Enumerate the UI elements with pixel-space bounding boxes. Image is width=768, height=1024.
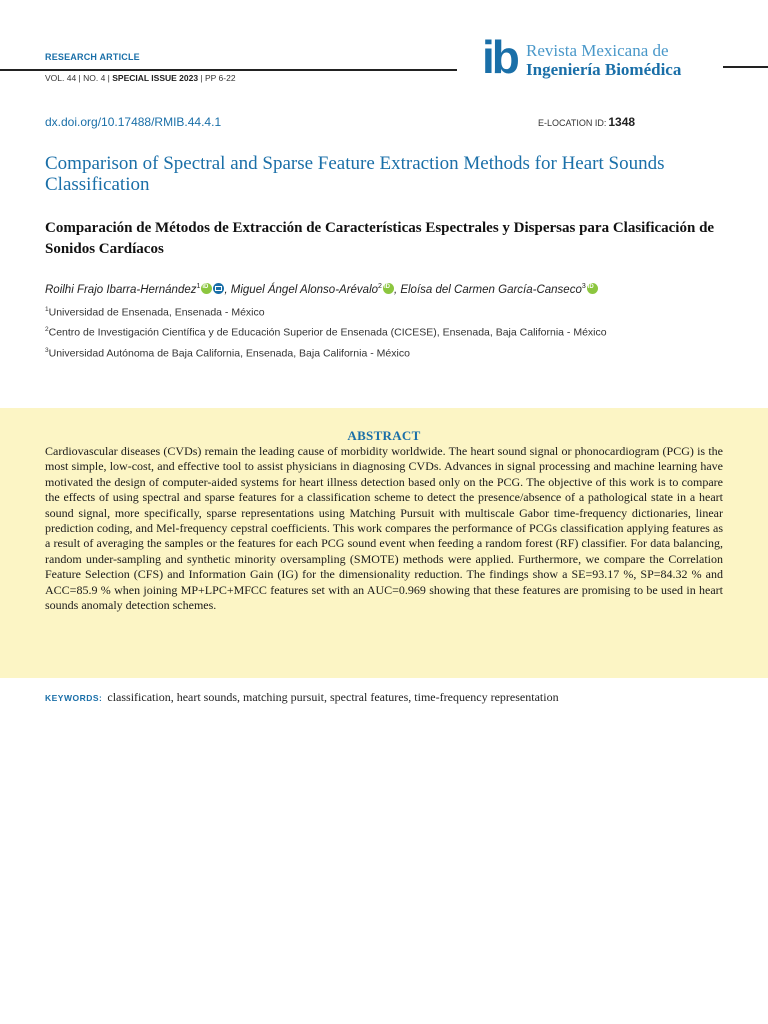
orcid-icon[interactable] xyxy=(383,283,394,294)
affiliation-number: 1 xyxy=(45,306,49,313)
orcid-icon[interactable] xyxy=(587,283,598,294)
author-name: Roilhi Frajo Ibarra-Hernández xyxy=(45,284,197,296)
title-english: Comparison of Spectral and Sparse Feature Extraction Methods for Heart Sounds Classification xyxy=(45,153,665,195)
affiliation-text: Universidad de Ensenada, Ensenada - México xyxy=(48,306,265,319)
volume-number: VOL. 44 | NO. 4 | xyxy=(45,73,113,83)
title-spanish: Comparación de Métodos de Extracción de Características Espectrales y Dispersas para Clasificación de Sonidos Cardíacos xyxy=(45,220,715,257)
author-list xyxy=(45,283,598,296)
special-issue: SPECIAL ISSUE 2023 xyxy=(112,73,199,83)
email-icon[interactable] xyxy=(213,283,224,294)
keywords-text: classification, heart sounds, matching pursuit, spectral features, time-frequency representation xyxy=(107,690,559,704)
affiliation-1 xyxy=(45,306,265,319)
orcid-icon[interactable] xyxy=(201,283,212,294)
journal-name-line2: Ingeniería Biomédica xyxy=(526,60,682,79)
page-range: | PP 6-22 xyxy=(198,73,236,83)
keywords-label: KEYWORDS: xyxy=(45,693,103,703)
affiliation-number: 3 xyxy=(45,347,49,354)
author-separator: , xyxy=(393,284,401,296)
author-affil-number: 1 xyxy=(196,283,201,291)
affiliation-text: Centro de Investigación Científica y de Educación Superior de Ensenada (CICESE), Ensenada, Baja California - México xyxy=(48,326,607,339)
affiliation-text: Universidad Autónoma de Baja California, Ensenada, Baja California - México xyxy=(48,347,410,360)
journal-logo-icon: ib xyxy=(482,31,517,83)
affiliation-number: 2 xyxy=(45,326,49,333)
abstract-heading: ABSTRACT xyxy=(347,428,421,443)
keywords xyxy=(45,690,559,705)
author-name: Miguel Ángel Alonso-Arévalo xyxy=(230,284,379,296)
author-separator: , xyxy=(224,284,231,296)
author-name: Eloísa del Carmen García-Canseco xyxy=(400,284,582,296)
affiliation-3 xyxy=(45,347,410,360)
abstract-text: Cardiovascular diseases (CVDs) remain the leading cause of morbidity worldwide. The heart sound signal or phonocardiogram (PCG) is the most simple, low-cost, and effective tool to assist physicians in diagnosing CVDs. Advances in signal processing and machine learning have motivated the design of computer-aided systems for heart illness detection based only on the PCG. The objective of this work is to compare the effects of using spectral and sparse features for a classification scheme to detect the presence/absence of a pathological state in a heart sound signal, more specifically, sparse representations using Matching Pursuit with multiscale Gabor time-frequency dictionaries, linear prediction coding, and Mel-frequency cepstral coefficients. This work compares the performance of PCGs classification applying features as a result of averaging the samples or the features for each PCG sound event when feeding a random forest (RF) classifier. For data balancing, random under-sampling and synthetic minority oversampling (SMOTE) methods were applied. Furthermore, we compare the Correlation Feature Selection (CFS) and Information Gain (IG) for the dimensionality reduction. The findings show a SE=93.17 %, SP=84.32 % and ACC=85.9 % when joining MP+LPC+MFCC features set with an AUC=0.969 showing that these features are promising to be used in heart sounds anomaly detection schemes. xyxy=(45,444,723,613)
journal-name-line1: Revista Mexicana de xyxy=(526,41,669,60)
header-rule-left xyxy=(0,69,457,71)
article-type: RESEARCH ARTICLE xyxy=(45,52,140,62)
elocation-number: 1348 xyxy=(608,115,636,129)
elocation-id xyxy=(538,115,635,129)
volume-line xyxy=(45,73,236,83)
author-affil-number: 2 xyxy=(378,283,382,291)
header-rule-right xyxy=(723,66,768,68)
author-affil-number: 3 xyxy=(581,283,586,291)
elocation-label: E-LOCATION ID: xyxy=(538,118,607,128)
affiliation-2 xyxy=(45,326,607,339)
doi-link[interactable]: dx.doi.org/10.17488/RMIB.44.4.1 xyxy=(45,115,222,129)
